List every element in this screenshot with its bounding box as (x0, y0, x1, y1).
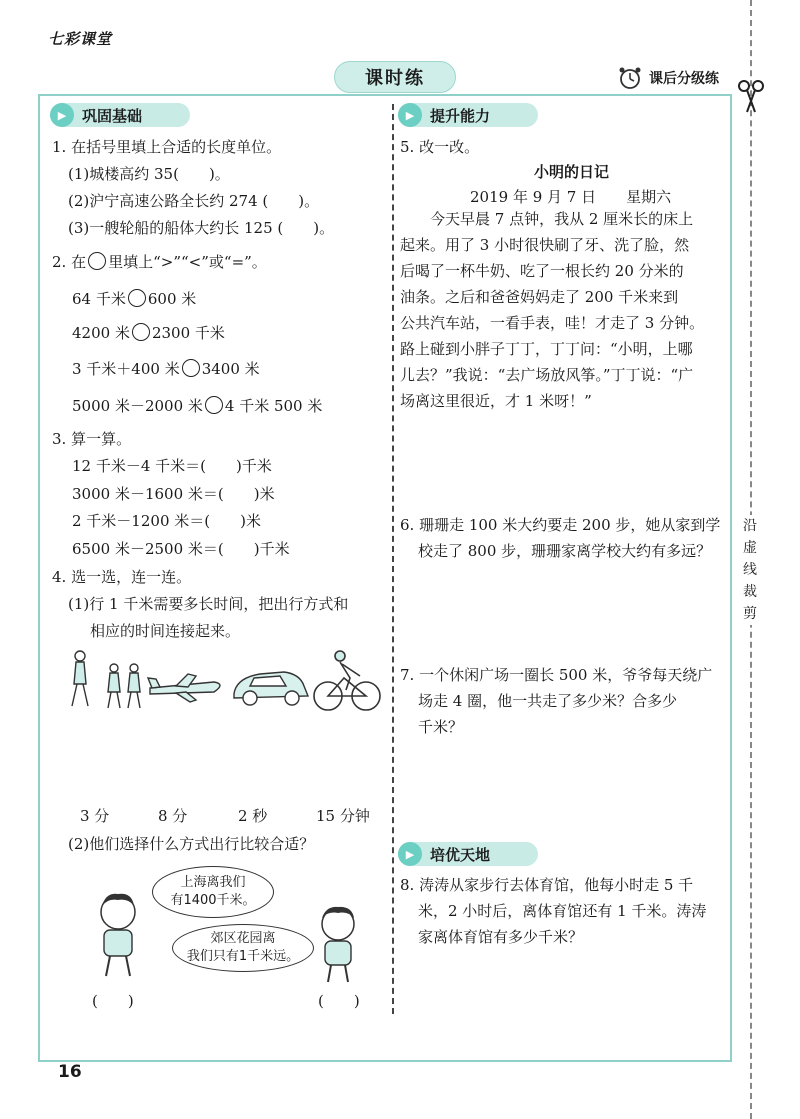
compare-circle[interactable] (182, 359, 200, 377)
section-advanced (398, 842, 538, 866)
q2-stem (52, 251, 267, 272)
q2-left: 4200 米 (72, 324, 130, 342)
walking-family-icon (72, 651, 140, 708)
bubble-text: 有1400千米。 (170, 893, 256, 908)
q6-line: 6. 珊珊走 100 米大约要走 200 步，她从家到学 (400, 516, 721, 534)
q2-row (72, 358, 260, 379)
q7 (400, 662, 712, 740)
q4-part1-cont: 相应的时间连接起来。 (90, 622, 241, 640)
cut-char: 剪 (743, 606, 757, 622)
transport-illustration (64, 648, 384, 714)
section-basics (50, 103, 190, 127)
q4-part2: (2)他们选择什么方式出行比较合适？ (68, 835, 315, 853)
subtitle (617, 66, 719, 90)
time-option[interactable]: 8 分 (158, 807, 188, 825)
play-icon: ▶ (50, 103, 74, 127)
time-option[interactable]: 3 分 (80, 807, 110, 825)
play-icon: ▶ (398, 103, 422, 127)
q7-line: 千米？ (418, 718, 464, 736)
q1-item: (1)城楼高约 35( )。 (68, 165, 230, 183)
page-title: 课时练 (334, 61, 456, 93)
compare-circle[interactable] (205, 396, 223, 414)
diary-title: 小明的日记 (534, 163, 610, 181)
q8 (400, 872, 706, 950)
q1-item: (3)一艘轮船的船体大约长 125 ( )。 (68, 219, 335, 237)
q2-right: 600 米 (147, 290, 197, 308)
play-icon: ▶ (398, 842, 422, 866)
bubble-text: 我们只有1千米远。 (186, 949, 300, 964)
diary-line: 路上碰到小胖子丁丁，丁丁问：“小明，上哪 (400, 340, 693, 358)
time-option[interactable]: 15 分钟 (316, 807, 370, 825)
diary-line: 儿去？”我说：“去广场放风筝。”丁丁说：“广 (400, 366, 694, 384)
q4-part1: (1)行 1 千米需要多长时间，把出行方式和 (68, 595, 349, 613)
q1-stem: 1. 在括号里填上合适的长度单位。 (52, 138, 282, 156)
q3-item: 12 千米－4 千米＝( )千米 (72, 457, 272, 475)
speech-bubble-1 (152, 866, 274, 918)
q3-item: 2 千米－1200 米＝( )米 (72, 512, 261, 530)
diary-body (400, 206, 704, 414)
scissors-icon (738, 78, 764, 114)
airplane-icon (148, 674, 220, 702)
q6-line: 校走了 800 步，珊珊家离学校大约有多远？ (418, 542, 712, 560)
q3-item: 3000 米－1600 米＝( )米 (72, 485, 275, 503)
q2-row (72, 395, 322, 416)
cut-char: 裁 (743, 584, 757, 600)
q2-stem-a: 2. 在 (52, 253, 87, 271)
car-icon (234, 672, 308, 705)
q2-stem-b: 里填上“>”“<”或“=”。 (108, 253, 267, 271)
cut-char: 沿 (743, 518, 757, 534)
diary-line: 油条。之后和爸爸妈妈走了 200 千米来到 (400, 288, 679, 306)
diary-date: 2019 年 9 月 7 日 星期六 (470, 188, 672, 206)
compare-circle[interactable] (128, 289, 146, 307)
diary-line: 场离这里很近，才 1 米呀！” (400, 392, 592, 410)
q7-line: 7. 一个休闲广场一圈长 500 米，爷爷每天绕广 (400, 666, 713, 684)
cyclist-icon (314, 651, 380, 710)
q2-left: 64 千米 (72, 290, 126, 308)
q2-left: 3 千米＋400 米 (72, 360, 180, 378)
section-title: 培优天地 (430, 845, 491, 864)
bubble-text: 上海离我们 (180, 875, 246, 890)
q2-right: 2300 千米 (151, 324, 225, 342)
q2-left: 5000 米－2000 米 (72, 397, 203, 415)
compare-circle[interactable] (132, 323, 150, 341)
page-number: 16 (58, 1062, 82, 1082)
q1-item: (2)沪宁高速公路全长约 274 ( )。 (68, 192, 320, 210)
diary-line: 后喝了一杯牛奶、吃了一根长约 20 分米的 (400, 262, 684, 280)
diary-line: 公共汽车站，一看手表，哇！才走了 3 分钟。 (400, 314, 705, 332)
q5-stem: 5. 改一改。 (400, 138, 480, 156)
diary-line: 起来。用了 3 小时很快刷了牙、洗了脸，然 (400, 236, 690, 254)
brand-logo: 七彩课堂 (48, 30, 113, 48)
bubble-text: 郊区花园离 (210, 931, 276, 946)
section-title: 提升能力 (430, 106, 491, 125)
q4-stem: 4. 选一选，连一连。 (52, 568, 192, 586)
cut-instruction (737, 515, 763, 625)
boy-right-icon (310, 904, 366, 984)
subtitle-text: 课后分级练 (649, 71, 719, 87)
answer-blank-right[interactable]: ( ) (318, 992, 360, 1010)
q8-line: 8. 涛涛从家步行去体育馆，他每小时走 5 千 (400, 876, 694, 894)
q6 (400, 512, 720, 564)
clock-icon (617, 66, 643, 90)
diary-line: 今天早晨 7 点钟，我从 2 厘米长的床上 (400, 210, 694, 228)
circle-blank (88, 252, 106, 270)
time-option[interactable]: 2 秒 (238, 807, 268, 825)
q3-stem: 3. 算一算。 (52, 430, 132, 448)
answer-blank-left[interactable]: ( ) (92, 992, 134, 1010)
q2-row (72, 288, 196, 309)
speech-bubble-2 (172, 924, 314, 972)
section-title: 巩固基础 (82, 106, 143, 125)
section-improve (398, 103, 538, 127)
q2-right: 3400 米 (201, 360, 260, 378)
q8-line: 米，2 小时后，离体育馆还有 1 千米。涛涛 (418, 902, 707, 920)
cut-char: 虚 (743, 540, 757, 556)
cut-char: 线 (743, 562, 757, 578)
q8-line: 家离体育馆有多少千米？ (418, 928, 584, 946)
q7-line: 场走 4 圈，他一共走了多少米？合多少 (418, 692, 678, 710)
column-divider (392, 104, 394, 1014)
boy-left-icon (88, 890, 148, 980)
q2-row (72, 322, 225, 343)
q3-item: 6500 米－2500 米＝( )千米 (72, 540, 290, 558)
q2-right: 4 千米 500 米 (224, 397, 323, 415)
